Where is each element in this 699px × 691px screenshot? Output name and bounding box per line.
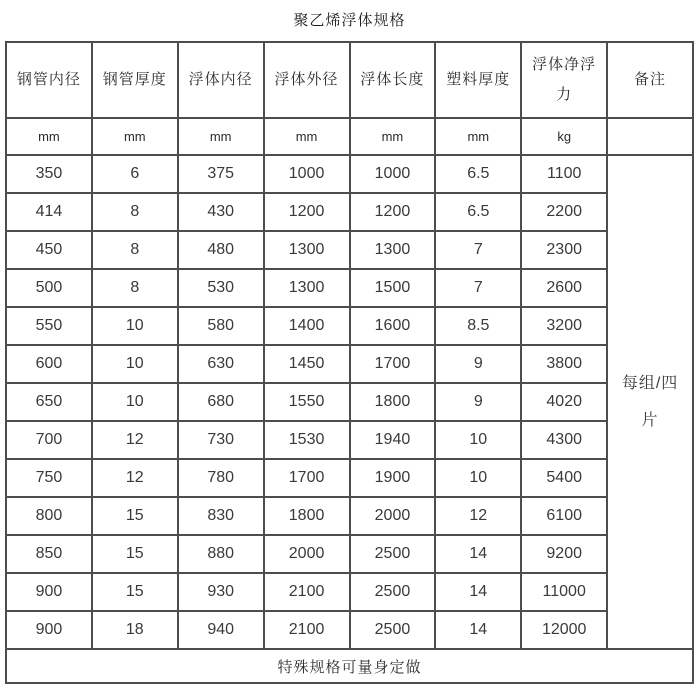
data-cell: 630 xyxy=(178,345,264,383)
unit-cell: mm xyxy=(92,118,178,155)
data-cell: 8 xyxy=(92,231,178,269)
data-cell: 7 xyxy=(435,269,521,307)
data-cell: 450 xyxy=(6,231,92,269)
data-cell: 1000 xyxy=(264,155,350,193)
page-title: 聚乙烯浮体规格 xyxy=(293,12,406,29)
header-cell-float-inner-diameter: 浮体内径 xyxy=(178,42,264,118)
data-cell: 480 xyxy=(178,231,264,269)
data-cell: 10 xyxy=(92,383,178,421)
data-cell: 530 xyxy=(178,269,264,307)
data-cell: 830 xyxy=(178,497,264,535)
footer-row xyxy=(6,649,693,683)
data-cell: 12 xyxy=(435,497,521,535)
header-cell-float-outer-diameter: 浮体外径 xyxy=(264,42,350,118)
data-cell: 880 xyxy=(178,535,264,573)
data-cell: 2100 xyxy=(264,611,350,649)
data-cell: 10 xyxy=(435,421,521,459)
data-cell: 2500 xyxy=(350,535,436,573)
data-cell: 12 xyxy=(92,421,178,459)
data-cell: 750 xyxy=(6,459,92,497)
data-cell: 1300 xyxy=(264,231,350,269)
table-body xyxy=(6,155,693,649)
unit-cell: mm xyxy=(435,118,521,155)
data-cell: 8.5 xyxy=(435,307,521,345)
data-cell: 15 xyxy=(92,497,178,535)
data-cell: 15 xyxy=(92,535,178,573)
data-cell: 2600 xyxy=(521,269,607,307)
data-cell: 8 xyxy=(92,193,178,231)
data-cell: 1200 xyxy=(350,193,436,231)
data-cell: 10 xyxy=(92,345,178,383)
table-head xyxy=(6,42,693,155)
footer-note: 特殊规格可量身定做 xyxy=(6,649,693,683)
data-cell: 1700 xyxy=(264,459,350,497)
data-cell: 9 xyxy=(435,383,521,421)
data-cell: 1500 xyxy=(350,269,436,307)
header-cell-net-buoyancy: 浮体净浮力 xyxy=(521,42,607,118)
data-cell: 1550 xyxy=(264,383,350,421)
data-cell: 2000 xyxy=(264,535,350,573)
data-cell: 414 xyxy=(6,193,92,231)
data-cell: 14 xyxy=(435,611,521,649)
unit-cell: mm xyxy=(6,118,92,155)
data-cell: 800 xyxy=(6,497,92,535)
data-cell: 350 xyxy=(6,155,92,193)
data-cell: 1940 xyxy=(350,421,436,459)
data-cell: 2300 xyxy=(521,231,607,269)
data-cell: 780 xyxy=(178,459,264,497)
data-cell: 1800 xyxy=(264,497,350,535)
table-row xyxy=(6,421,693,459)
header-row xyxy=(6,42,693,118)
data-cell: 6.5 xyxy=(435,155,521,193)
data-cell: 4300 xyxy=(521,421,607,459)
data-cell: 2500 xyxy=(350,611,436,649)
data-cell: 1300 xyxy=(264,269,350,307)
data-cell: 500 xyxy=(6,269,92,307)
unit-cell: mm xyxy=(264,118,350,155)
data-cell: 940 xyxy=(178,611,264,649)
data-cell: 1700 xyxy=(350,345,436,383)
data-cell: 1200 xyxy=(264,193,350,231)
table-row xyxy=(6,535,693,573)
data-cell: 5400 xyxy=(521,459,607,497)
remark-cell: 每组/四片 xyxy=(607,155,693,649)
data-cell: 8 xyxy=(92,269,178,307)
table-row xyxy=(6,231,693,269)
data-cell: 1800 xyxy=(350,383,436,421)
data-cell: 680 xyxy=(178,383,264,421)
data-cell: 1900 xyxy=(350,459,436,497)
data-cell: 1000 xyxy=(350,155,436,193)
spec-table xyxy=(5,41,694,684)
data-cell: 730 xyxy=(178,421,264,459)
table-foot xyxy=(6,649,693,683)
table-row xyxy=(6,573,693,611)
data-cell: 930 xyxy=(178,573,264,611)
data-cell: 6100 xyxy=(521,497,607,535)
header-cell-steel-pipe-inner-diameter: 钢管内径 xyxy=(6,42,92,118)
table-row xyxy=(6,155,693,193)
data-cell: 12 xyxy=(92,459,178,497)
data-cell: 600 xyxy=(6,345,92,383)
table-row xyxy=(6,611,693,649)
header-cell-float-length: 浮体长度 xyxy=(350,42,436,118)
data-cell: 18 xyxy=(92,611,178,649)
data-cell: 850 xyxy=(6,535,92,573)
unit-cell: kg xyxy=(521,118,607,155)
header-cell-plastic-thickness: 塑料厚度 xyxy=(435,42,521,118)
header-cell-steel-pipe-thickness: 钢管厚度 xyxy=(92,42,178,118)
table-row xyxy=(6,383,693,421)
data-cell: 2200 xyxy=(521,193,607,231)
data-cell: 14 xyxy=(435,573,521,611)
table-row xyxy=(6,193,693,231)
data-cell: 1530 xyxy=(264,421,350,459)
data-cell: 900 xyxy=(6,611,92,649)
data-cell: 900 xyxy=(6,573,92,611)
data-cell: 6 xyxy=(92,155,178,193)
table-row xyxy=(6,307,693,345)
data-cell: 10 xyxy=(435,459,521,497)
data-cell: 580 xyxy=(178,307,264,345)
unit-cell: mm xyxy=(178,118,264,155)
data-cell: 4020 xyxy=(521,383,607,421)
table-row xyxy=(6,345,693,383)
data-cell: 1450 xyxy=(264,345,350,383)
unit-cell: mm xyxy=(350,118,436,155)
data-cell: 9200 xyxy=(521,535,607,573)
data-cell: 15 xyxy=(92,573,178,611)
data-cell: 7 xyxy=(435,231,521,269)
table-row xyxy=(6,459,693,497)
header-cell-remarks: 备注 xyxy=(607,42,693,118)
data-cell: 11000 xyxy=(521,573,607,611)
data-cell: 10 xyxy=(92,307,178,345)
data-cell: 9 xyxy=(435,345,521,383)
data-cell: 2500 xyxy=(350,573,436,611)
data-cell: 1300 xyxy=(350,231,436,269)
data-cell: 650 xyxy=(6,383,92,421)
data-cell: 3200 xyxy=(521,307,607,345)
data-cell: 1100 xyxy=(521,155,607,193)
table-row xyxy=(6,269,693,307)
data-cell: 2000 xyxy=(350,497,436,535)
data-cell: 550 xyxy=(6,307,92,345)
data-cell: 430 xyxy=(178,193,264,231)
data-cell: 1400 xyxy=(264,307,350,345)
units-row xyxy=(6,118,693,155)
data-cell: 1600 xyxy=(350,307,436,345)
data-cell: 12000 xyxy=(521,611,607,649)
data-cell: 2100 xyxy=(264,573,350,611)
data-cell: 375 xyxy=(178,155,264,193)
unit-cell xyxy=(607,118,693,155)
data-cell: 14 xyxy=(435,535,521,573)
data-cell: 700 xyxy=(6,421,92,459)
table-row xyxy=(6,497,693,535)
data-cell: 6.5 xyxy=(435,193,521,231)
data-cell: 3800 xyxy=(521,345,607,383)
